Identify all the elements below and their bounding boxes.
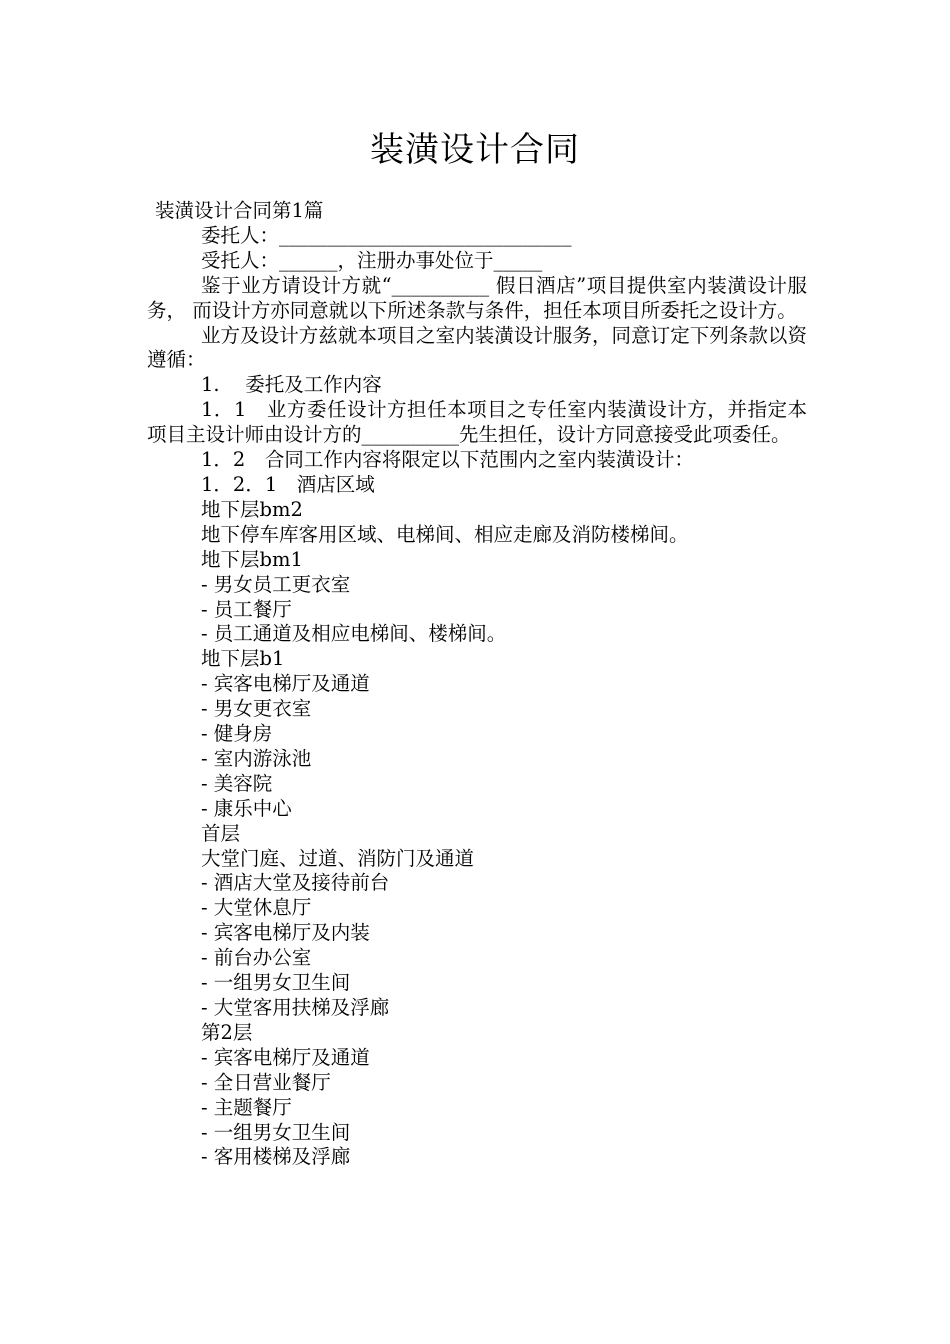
list-item: - 男女更衣室 [201,697,312,721]
list-item: - 宾客电梯厅及通道 [201,1045,370,1069]
floor-heading: 地下层b1 [201,647,285,671]
list-item: - 大堂客用扶梯及浮廊 [201,996,390,1019]
list-item: - 健身房 [201,722,273,746]
list-item: - 前台办公室 [201,946,312,970]
clause-1-heading: 1. 委托及工作内容 [201,373,382,397]
clause-1-1-paragraph: 1．1 业方委任设计方担任本项目之专任室内装潢设计方，并指定本项目主设计师由设计方的__________先生担任，设计方同意接受此项委任。 [147,398,807,447]
document-title: 装潢设计合同 [370,130,580,170]
section-heading: 装潢设计合同第1篇 [155,199,324,222]
list-item: - 男女员工更衣室 [201,572,351,596]
client-line: 委托人：______________________________ [201,223,572,247]
list-item: - 主题餐厅 [201,1095,292,1119]
contractor-line: 受托人：______，注册办事处位于_____ [201,248,543,272]
agreement-paragraph: 业方及设计方兹就本项目之室内装潢设计服务，同意订定下列条款以资遵循： [147,323,807,372]
document-body [147,199,807,1170]
list-item: - 一组男女卫生间 [201,1120,351,1144]
list-item: 大堂门庭、过道、消防门及通道 [201,846,475,870]
list-item: - 宾客电梯厅及通道 [201,672,370,696]
preamble-paragraph: 鉴于业方请设计方就“__________ 假日酒店”项目提供室内装潢设计服务， 而设计方亦同意就以下所述条款与条件，担任本项目所委托之设计方。 [147,273,807,322]
list-item: - 大堂休息厅 [201,896,312,920]
list-item: - 员工通道及相应电梯间、楼梯间。 [201,622,507,646]
clause-1-2-1-line: 1．2．1 酒店区域 [201,472,375,496]
list-item: - 员工餐厅 [201,597,292,621]
list-item: - 全日营业餐厅 [201,1070,331,1094]
floor-heading: 首层 [201,821,241,845]
list-item: - 酒店大堂及接待前台 [201,871,390,895]
floor-heading: 第2层 [201,1020,253,1044]
list-item: - 一组男女卫生间 [201,971,351,995]
floor-heading: 地下层bm2 [201,497,303,521]
list-item: 地下停车库客用区域、电梯间、相应走廊及消防楼梯间。 [201,522,689,546]
clause-1-2-line: 1．2 合同工作内容将限定以下范围内之室内装潢设计： [201,448,694,472]
list-item: - 美容院 [201,771,273,795]
list-item: - 室内游泳池 [201,746,312,770]
list-item: - 客用楼梯及浮廊 [201,1145,351,1169]
list-item: - 宾客电梯厅及内装 [201,921,370,945]
floor-heading: 地下层bm1 [201,547,303,571]
list-item: - 康乐中心 [201,796,292,820]
